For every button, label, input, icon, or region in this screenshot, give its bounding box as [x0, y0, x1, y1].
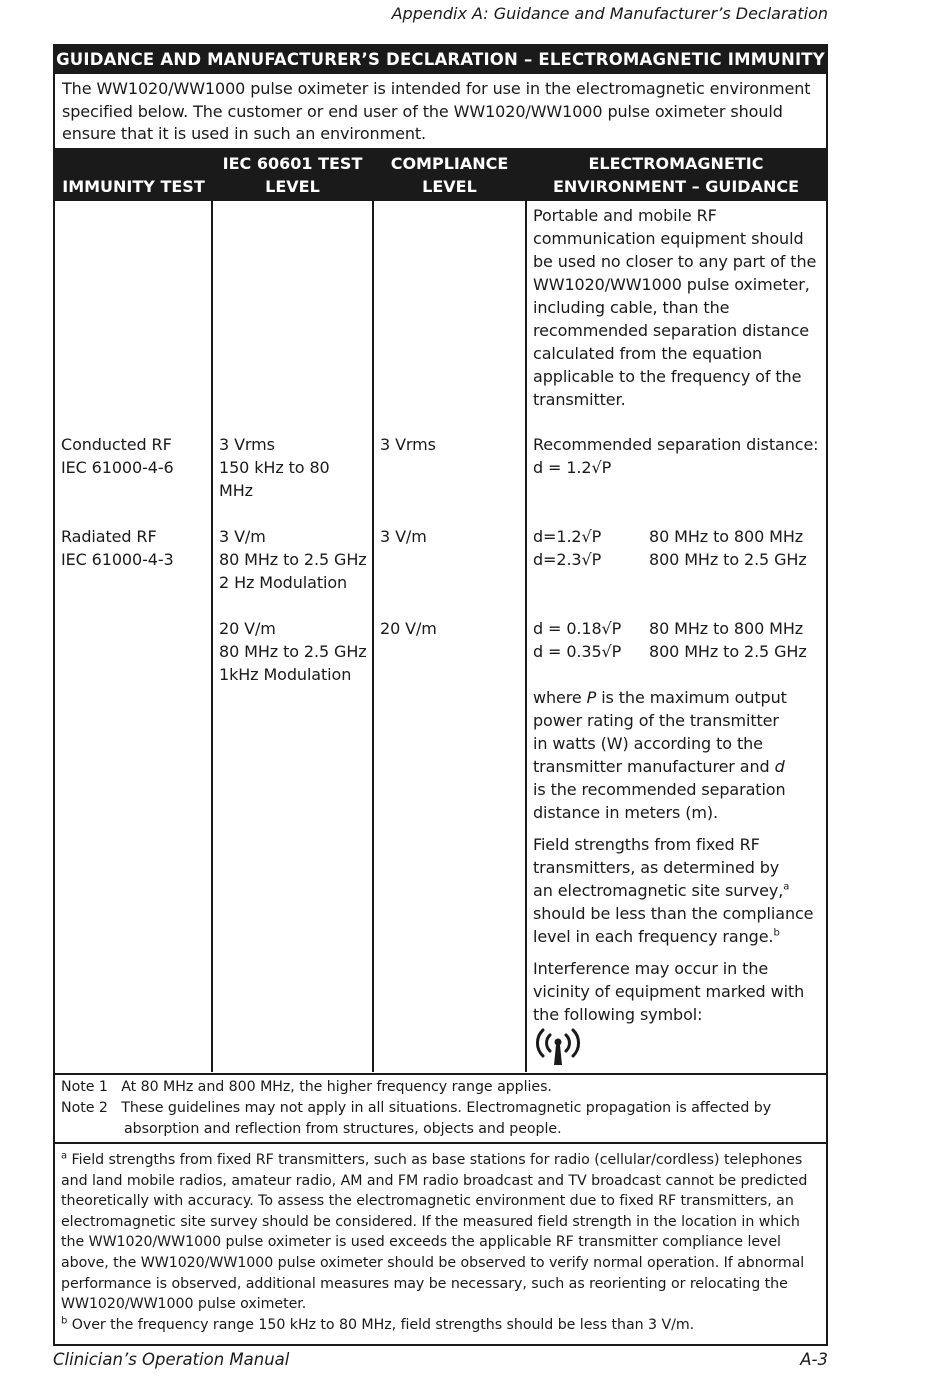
table-footnotes: $^a$ Field strengths from fixed RF transmitters, such as base stations for radio (cellular/cordless) telephones and land mobile radios, amateur radio, AM and FM radio broadcast and TV broadcast cannot be predicted theoretically with accuracy. To assess the electromagnetic environment due to fixed RF transmitters, an electromagnetic site survey should be considered. If the measured field strength in the location in which the WW1020/WW1000 pulse oximeter is used exceeds the applicable RF transmitter compliance level above, the WW1020/WW1000 pulse oximeter should be observed to verify normal operation. If abnormal performance is observed, additional measures may be necessary, such as reorienting or relocating the WW1020/WW1000 pulse oximeter. $^b$ Over the frequency range 150 kHz to 80 MHz, field strengths should be less than 3 V/m.	[61, 1150, 808, 1333]
radiated-20v-level: 20 V/m 80 MHz to 2.5 GHz 1kHz Modulation	[219, 619, 367, 684]
guidance-intro: Portable and mobile RF communication equipment should be used no closer to any part of the WW1020/WW1000 pulse oximeter, including cable, than the recommended separation distance calculated from the equation applicable to the frequency of the transmitter.	[533, 206, 817, 409]
radiated-rf-guidance: d=1.2√P 80 MHz to 800 MHz d=2.3√P 800 MHz to 2.5 GHz	[533, 527, 807, 569]
appendix-header: Appendix A: Guidance and Manufacturer’s Declaration	[391, 4, 828, 23]
conducted-rf-guidance: Recommended separation distance: d = 1.2√P	[533, 435, 819, 477]
notes-divider	[55, 1073, 826, 1075]
column-headers	[55, 148, 826, 201]
footnotes-divider	[55, 1142, 826, 1144]
non-ionizing-radiation-icon	[533, 1027, 583, 1067]
column-divider	[372, 201, 374, 1072]
field-strength-guidance: Field strengths from fixed RF transmitters, as determined by an electromagnetic site survey,$^a$ should be less than the compliance level in each frequency range.$^b$	[533, 835, 814, 946]
table-notes: Note 1 At 80 MHz and 800 MHz, the higher frequency range applies. Note 2 These guidelines may not apply in all situations. Electromagnetic propagation is affected by absorption and reflection from structures, objects and people.	[61, 1079, 772, 1137]
radiated-rf-level: 3 V/m 80 MHz to 2.5 GHz 2 Hz Modulation	[219, 527, 367, 592]
emc-immunity-table	[53, 44, 828, 1346]
radiated-20v-compliance: 20 V/m	[380, 619, 437, 638]
where-explanation: where P is the maximum output power rating of the transmitter in watts (W) according to the transmitter manufacturer and d is the recommended separation distance in meters (m).	[533, 688, 787, 822]
header-compliance-level: COMPLIANCE LEVEL	[390, 154, 509, 196]
header-guidance: ELECTROMAGNETIC ENVIRONMENT – GUIDANCE	[552, 154, 800, 196]
table-intro: The WW1020/WW1000 pulse oximeter is intended for use in the electromagnetic environment specified below. The customer or end user of the WW1020/WW1000 pulse oximeter should ensure that it is used in such an environment.	[62, 79, 811, 143]
column-divider	[525, 201, 527, 1072]
interference-guidance: Interference may occur in the vicinity of equipment marked with the following symbol:	[533, 959, 805, 1024]
conducted-rf-test: Conducted RF IEC 61000-4-6	[61, 435, 174, 477]
page-number: A-3	[800, 1350, 828, 1369]
table-body	[55, 201, 826, 1072]
radiated-rf-compliance: 3 V/m	[380, 527, 427, 546]
header-immunity-test: IMMUNITY TEST	[62, 176, 205, 196]
column-divider	[211, 201, 213, 1072]
table-title: GUIDANCE AND MANUFACTURER’S DECLARATION – ELECTROMAGNETIC IMMUNITY	[55, 46, 826, 74]
conducted-rf-level: 3 Vrms 150 kHz to 80 MHz	[219, 435, 330, 500]
radiated-20v-guidance: d = 0.18√P 80 MHz to 800 MHz d = 0.35√P 800 MHz to 2.5 GHz	[533, 619, 807, 661]
manual-title: Clinician’s Operation Manual	[53, 1350, 290, 1369]
header-iec-level: IEC 60601 TEST LEVEL	[222, 154, 363, 196]
radiated-rf-test: Radiated RF IEC 61000-4-3	[61, 527, 174, 569]
conducted-rf-compliance: 3 Vrms	[380, 435, 436, 454]
